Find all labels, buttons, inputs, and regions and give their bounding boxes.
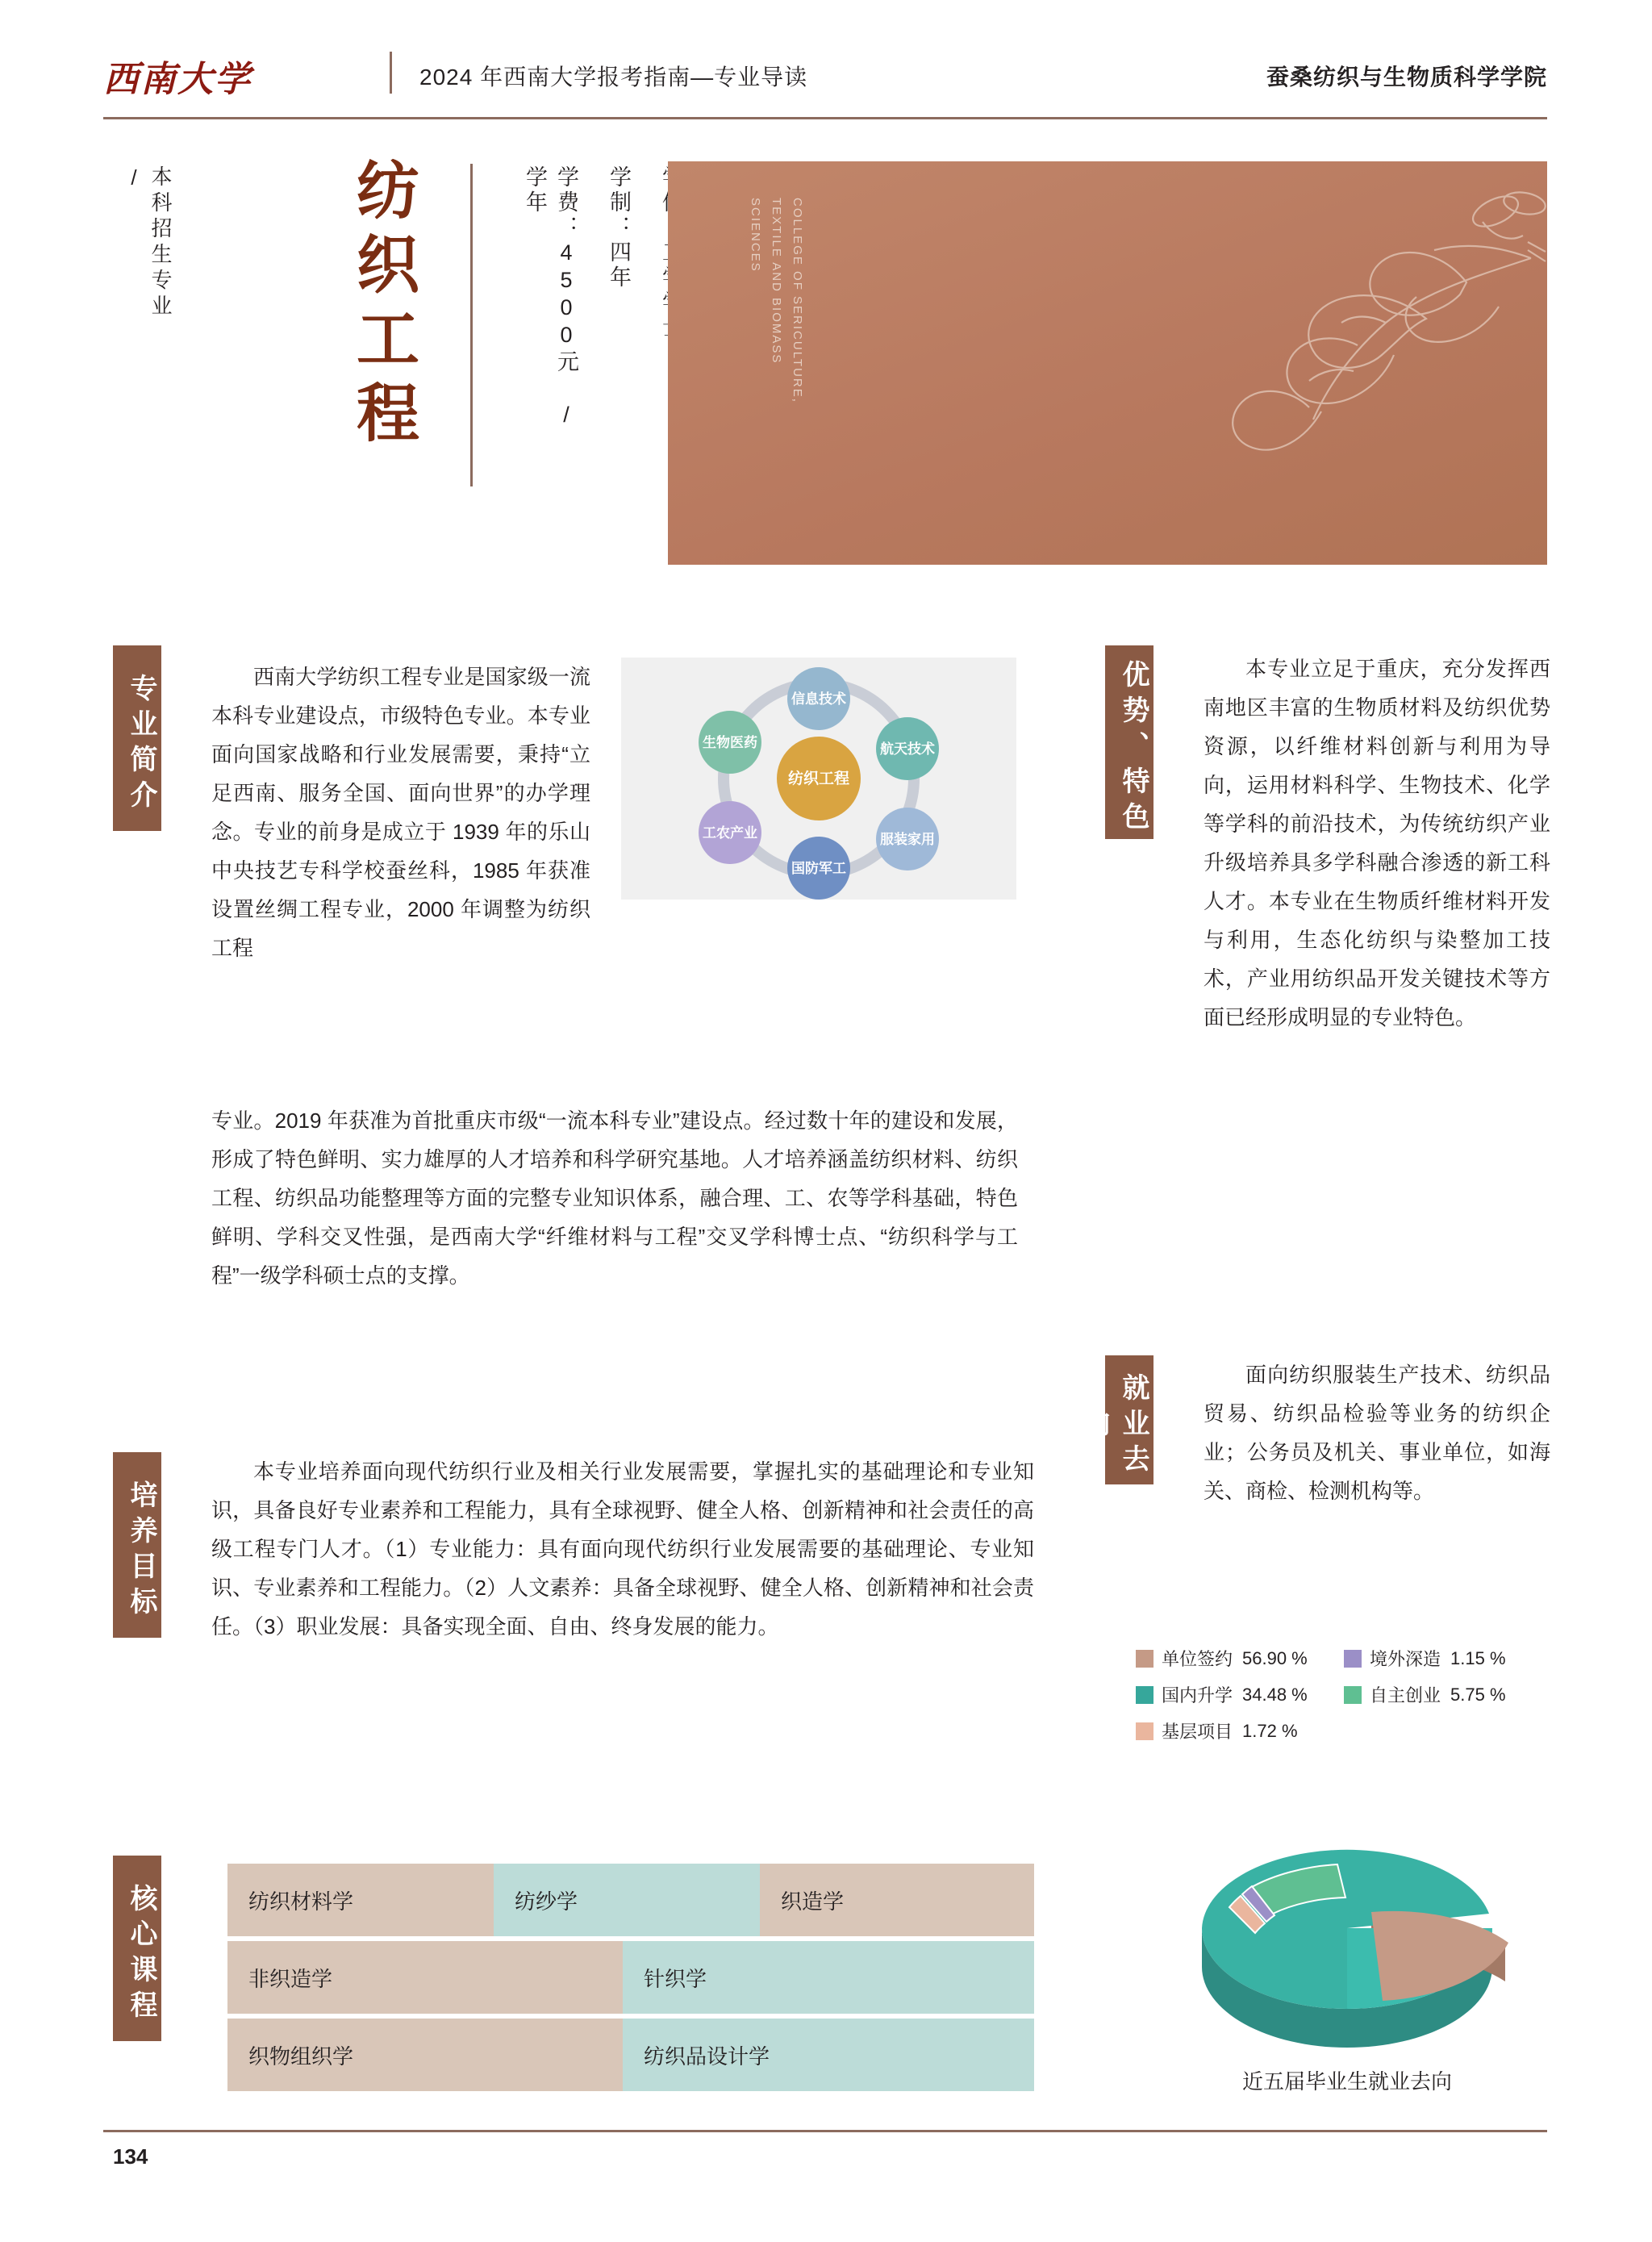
diagram-node-defense: 国防军工 [787, 837, 850, 900]
header-rule [103, 117, 1547, 119]
core-courses-table [227, 1864, 1034, 2096]
legend-swatch-icon [1344, 1650, 1362, 1668]
header-title: 2024 年西南大学报考指南—专业导读 [419, 65, 808, 90]
course-cell: 织造学 [760, 1864, 1034, 1936]
hero-category-label: 本科招生专业 / [122, 165, 173, 320]
diagram-node-info: 信息技术 [787, 667, 850, 730]
legend-value: 5.75 % [1450, 1684, 1506, 1705]
section-label-advantage: 优势、特色 [1105, 645, 1153, 839]
legend-item-grassroots [1136, 1718, 1344, 1743]
hero-meta-duration: 学制：四年 [607, 165, 631, 290]
page-number: 134 [113, 2144, 148, 2169]
employment-pie-chart [1129, 1759, 1565, 2098]
legend-label: 单位签约 [1162, 1649, 1233, 1669]
legend-swatch-icon [1136, 1722, 1153, 1740]
page-header [103, 50, 1547, 108]
discipline-diagram [621, 658, 1016, 900]
intro-paragraph-1: 西南大学纺织工程专业是国家级一流本科专业建设点，市级特色专业。本专业面向国家战略和行业发展需要，秉持“立足西南、服务全国、面向世界”的办学理念。专业的前身是成立于 1939 年的乐山中央技艺专科学校蚕丝科，1985 年获准设置丝绸工程专业，2000 年调整为纺织工程 [211, 665, 590, 960]
legend-swatch-icon [1344, 1686, 1362, 1704]
legend-row [1136, 1718, 1555, 1743]
legend-label: 国内升学 [1162, 1685, 1233, 1706]
legend-item-domestic [1136, 1682, 1344, 1707]
course-cell: 针织学 [623, 1941, 1034, 2014]
table-row [227, 2019, 1034, 2091]
course-cell: 织物组织学 [227, 2019, 623, 2091]
hero-block [103, 157, 1547, 585]
hero-meta-list [499, 165, 687, 432]
section-label-goal: 培养目标 [113, 1452, 161, 1638]
legend-value: 1.72 % [1242, 1720, 1298, 1741]
legend-value: 1.15 % [1450, 1647, 1506, 1668]
header-divider [390, 52, 392, 94]
section-label-employment: 就业去向 [1105, 1355, 1153, 1484]
table-row [227, 1864, 1034, 1936]
legend-item-startup [1344, 1682, 1552, 1707]
decorative-floral-illustration [1047, 161, 1547, 565]
legend-item-overseas [1344, 1646, 1552, 1671]
legend-row [1136, 1682, 1555, 1707]
chart-caption: 近五届毕业生就业去向 [1241, 2069, 1452, 2094]
diagram-node-agriculture: 工农产业 [699, 801, 761, 864]
section-label-intro: 专业简介 [113, 645, 161, 831]
university-logo: 西南大学 [103, 59, 252, 100]
course-cell: 纺纱学 [494, 1864, 760, 1936]
footer-rule [103, 2130, 1547, 2132]
section-label-courses: 核心课程 [113, 1856, 161, 2041]
page-title: 纺织工程 [346, 157, 419, 454]
diagram-node-aerospace: 航天技术 [876, 717, 939, 780]
hero-divider [470, 164, 473, 486]
diagram-node-biomedicine: 生物医药 [699, 711, 761, 774]
legend-label: 基层项目 [1162, 1722, 1233, 1742]
course-cell: 纺织品设计学 [623, 2019, 1034, 2091]
hero-image [668, 161, 1547, 565]
intro-paragraph-2: 专业。2019 年获准为首批重庆市级“一流本科专业”建设点。经过数十年的建设和发展，形成了特色鲜明、实力雄厚的人才培养和科学研究基地。人才培养涵盖纺织材料、纺织工程、纺织品功能整理等方面的完整专业知识体系，融合理、工、农等学科基础，特色鲜明、学科交叉性强，是西南大学“纤维材料与工程”交叉学科博士点、“纺织科学与工程”一级学科硕士点的支撑。 [211, 1108, 1018, 1288]
diagram-center-node: 纺织工程 [777, 737, 861, 820]
course-cell: 非织造学 [227, 1941, 623, 2014]
table-row [227, 1941, 1034, 2014]
goal-paragraph: 本专业培养面向现代纺织行业及相关行业发展需要，掌握扎实的基础理论和专业知识，具备良好专业素养和工程能力，具有全球视野、健全人格、创新精神和社会责任的高级工程专门人才。（1）专业能力：具有面向现代纺织行业发展需要的基础理论、专业知识、专业素养和工程能力。（2）人文素养：具备全球视野、健全人格、创新精神和社会责任。（3）职业发展：具备实现全面、自由、终身发展的能力。 [211, 1459, 1034, 1639]
legend-row [1136, 1646, 1555, 1671]
legend-item-signed [1136, 1646, 1344, 1671]
header-college: 蚕桑纺织与生物质科学学院 [1266, 65, 1547, 90]
legend-value: 56.90 % [1242, 1647, 1308, 1668]
legend-swatch-icon [1136, 1686, 1153, 1704]
advantage-paragraph: 本专业立足于重庆，充分发挥西南地区丰富的生物质材料及纺织优势资源，以纤维材料创新与利用为导向，运用材料科学、生物技术、化学等学科的前沿技术，为传统纺织产业升级培养具多学科融合渗透的新工科人才。本专业在生物质纤维材料开发与利用，生态化纺织与染整加工技术，产业用纺织品开发关键技术等方面已经形成明显的专业特色。 [1204, 657, 1550, 1029]
hero-meta-tuition: 学费：4500元 / 学年 [523, 165, 578, 430]
chart-legend [1136, 1646, 1555, 1755]
employment-paragraph: 面向纺织服装生产技术、纺织品贸易、纺织品检验等业务的纺织企业；公务员及机关、事业单位，如海关、商检、检测机构等。 [1204, 1363, 1550, 1503]
legend-swatch-icon [1136, 1650, 1153, 1668]
diagram-node-apparel: 服装家用 [876, 808, 939, 870]
legend-value: 34.48 % [1242, 1684, 1308, 1705]
course-cell: 纺织材料学 [227, 1864, 494, 1936]
legend-label: 境外深造 [1370, 1649, 1441, 1669]
legend-label: 自主创业 [1370, 1685, 1441, 1706]
hero-english-caption: COLLEGE OF SERICULTURE, TEXTILE AND BIOMASS SCIENCES [749, 198, 804, 403]
